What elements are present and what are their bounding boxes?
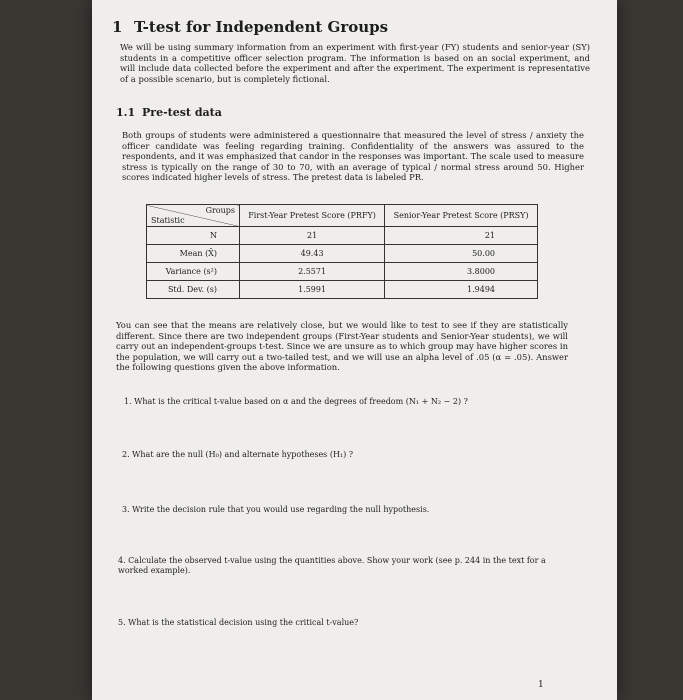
column-header-senior-year: Senior-Year Pretest Score (PRSY) [385, 205, 538, 227]
senior-year-value: 21 [385, 227, 538, 245]
senior-year-value: 3.8000 [385, 263, 538, 281]
pretest-statistics-table [146, 204, 538, 299]
table-corner-cell [147, 205, 240, 227]
senior-year-value: 1.9494 [385, 281, 538, 299]
question-3: 3. Write the decision rule that you would use regarding the null hypothesis. [122, 505, 430, 514]
column-header-first-year: First-Year Pretest Score (PRFY) [240, 205, 385, 227]
corner-groups-label: Groups [205, 206, 235, 215]
question-4: 4. Calculate the observed t-value using the quantities above. Show your work (see p. 244 in the text for a worked example). [118, 556, 546, 575]
row-label: N [147, 227, 240, 245]
conclusion-paragraph: You can see that the means are relatively close, but we would like to test to see if they are statistically different. Since there are two independent groups (First-Year students and Senior-Year students), we will carry out an independent-groups t-test. Since we are unsure as to which group may have higher scores in the population, we will carry out a two-tailed test, and we will use an alpha level of .05 (α = .05). Answer the following questions given the above information. [116, 320, 568, 373]
row-label: Std. Dev. (s) [147, 281, 240, 299]
table-header-row [147, 205, 538, 227]
page-number: 1 [538, 680, 544, 690]
question-1: 1. What is the critical t-value based on α and the degrees of freedom (N₁ + N₂ − 2) ? [124, 397, 468, 406]
first-year-value: 49.43 [240, 245, 385, 263]
subsection-number: 1.1 [116, 106, 136, 119]
table-row [147, 281, 538, 299]
corner-statistic-label: Statistic [151, 216, 185, 225]
first-year-value: 1.5991 [240, 281, 385, 299]
question-2: 2. What are the null (H₀) and alternate hypotheses (H₁) ? [122, 450, 354, 459]
table-row [147, 263, 538, 281]
senior-year-value: 50.00 [385, 245, 538, 263]
table-row [147, 245, 538, 263]
first-year-value: 21 [240, 227, 385, 245]
row-label: Variance (s²) [147, 263, 240, 281]
subsection-title [116, 106, 222, 119]
pretest-paragraph: Both groups of students were administered a questionnaire that measured the level of stress / anxiety the officer candidate was feeling regarding training. Confidentiality of the answers was assured to the respondents, and it was emphasized that candor in the responses was important. The scale used to measure stress is typically on the range of 30 to 70, with an average of typical / normal stress around 50. Higher scores indicated higher levels of stress. The pretest data is labeled PR. [122, 130, 584, 183]
question-5: 5. What is the statistical decision using the critical t-value? [118, 618, 359, 627]
section-title-text: T-test for Independent Groups [134, 18, 389, 36]
document-page [92, 0, 617, 700]
subsection-title-text: Pre-test data [142, 106, 222, 119]
row-label: Mean (X̄) [147, 245, 240, 263]
table-row [147, 227, 538, 245]
section-title [112, 18, 388, 36]
section-number: 1 [112, 18, 123, 36]
first-year-value: 2.5571 [240, 263, 385, 281]
intro-paragraph: We will be using summary information from an experiment with first-year (FY) students and senior-year (SY) students in a competitive officer selection program. The information is based on an social experiment, and will include data collected before the experiment and after the experiment. The experiment is representative of a possible scenario, but is completely fictional. [120, 42, 590, 84]
